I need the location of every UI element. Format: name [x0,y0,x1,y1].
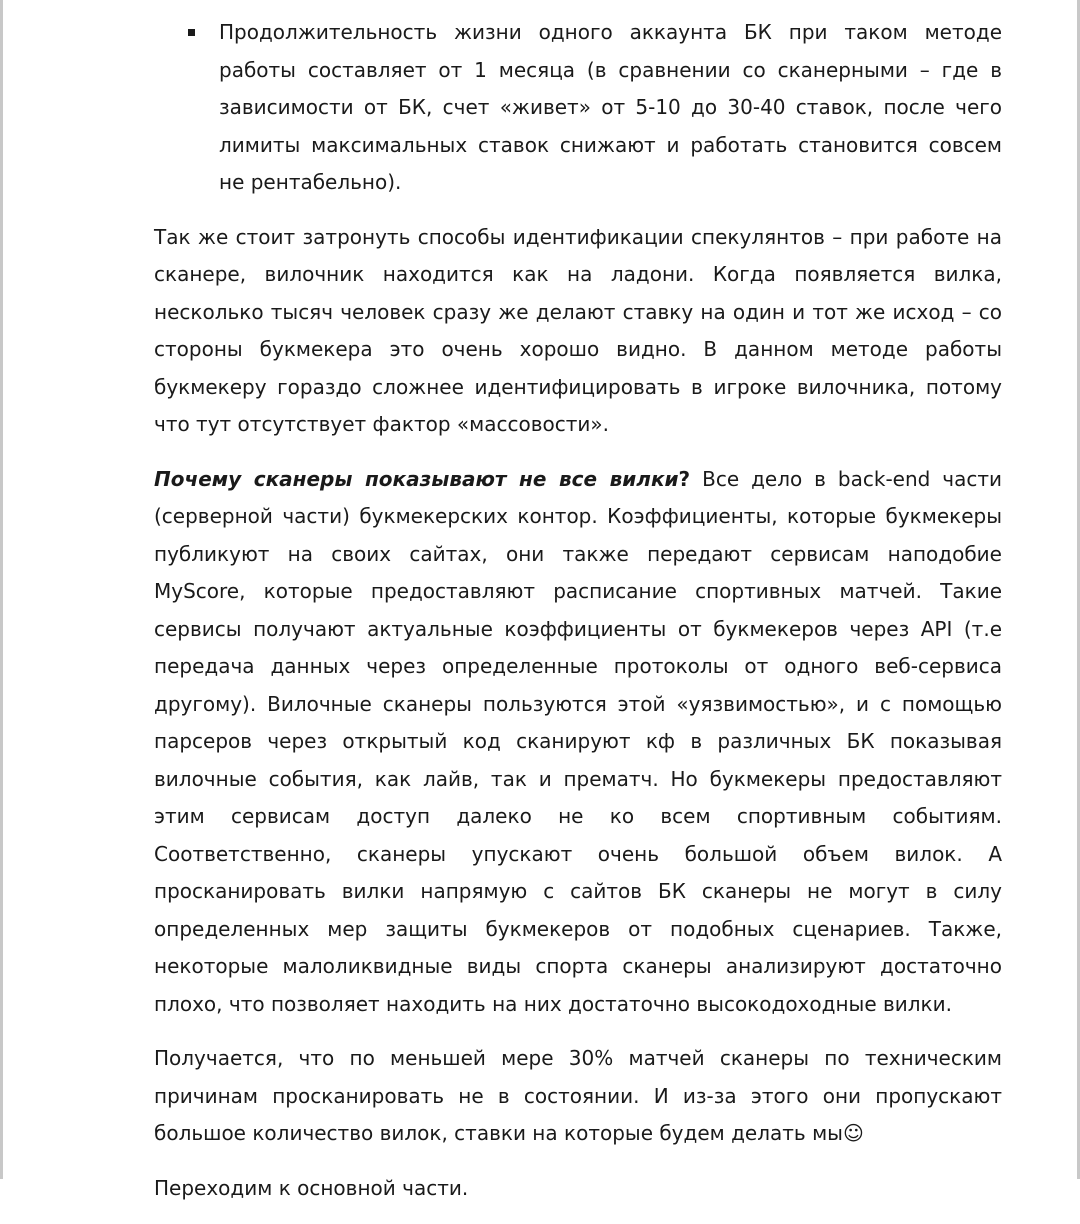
smiley-icon: ☺ [842,1121,864,1145]
question-heading: Почему сканеры показывают не все вилки [154,466,679,491]
paragraph-transition: Переходим к основной части. [154,1175,469,1200]
paragraph-conclusion-text: Получается, что по меньшей мере 30% матчей сканеры по техническим причинам просканировать не в состоянии. И из-за этого они пропускают большое количество вилок, ставки на которые будем делать мы [154,1046,1002,1145]
paragraph-speculators: Так же стоит затронуть способы идентификации спекулянтов – при работе на сканере, вилочник находится как на ладони. Когда появляется вилка, несколько тысяч человек сразу же делают ставку на один и тот же исход – со стороны букмекера это очень хорошо видно. В данном методе работы букмекеру гораздо сложнее идентифицировать в игроке вилочника, потому что тут отсутствует фактор «массовости». [154,224,1002,436]
square-bullet-icon [188,29,195,36]
question-mark: ? [678,466,691,491]
paragraph-conclusion [154,1040,1002,1153]
bullet-text: Продолжительность жизни одного аккаунта БК при таком методе работы составляет от 1 месяца (в сравнении со сканерными – где в зависимости от БК, счет «живет» от 5-10 до 30-40 ставок, после чего лимиты максимальных ставок снижают и работать становится совсем не рентабельно). [219,20,1002,194]
page-edge-left [0,0,3,1179]
paragraph-scanners-text: Все дело в back-end части (серверной части) букмекерских контор. Коэффициенты, которые букмекеры публикуют на своих сайтах, они также передают сервисам наподобие MyScore, которые предоставляют расписание спортивных матчей. Такие сервисы получают актуальные коэффициенты от букмекеров через API (т.е передача данных через определенные протоколы от одного веб-сервиса другому). Вилочные сканеры пользуются этой «уязвимостью», и с помощью парсеров через открытый код сканируют кф в различных БК показывая вилочные события, как лайв, так и прематч. Но букмекеры предоставляют этим сервисам доступ далеко не ко всем спортивным событиям. Соответственно, сканеры упускают очень большой объем вилок. А просканировать вилки напрямую с сайтов БК сканеры не могут в силу определенных мер защиты букмекеров от подобных сценариев. Также, некоторые малоликвидные виды спорта сканеры анализируют достаточно плохо, что позволяет находить на них достаточно высокодоходные вилки. [154,466,1003,1016]
document-body [154,14,1002,1224]
paragraph-scanners [154,461,1002,1024]
bullet-list-item [154,14,1002,202]
